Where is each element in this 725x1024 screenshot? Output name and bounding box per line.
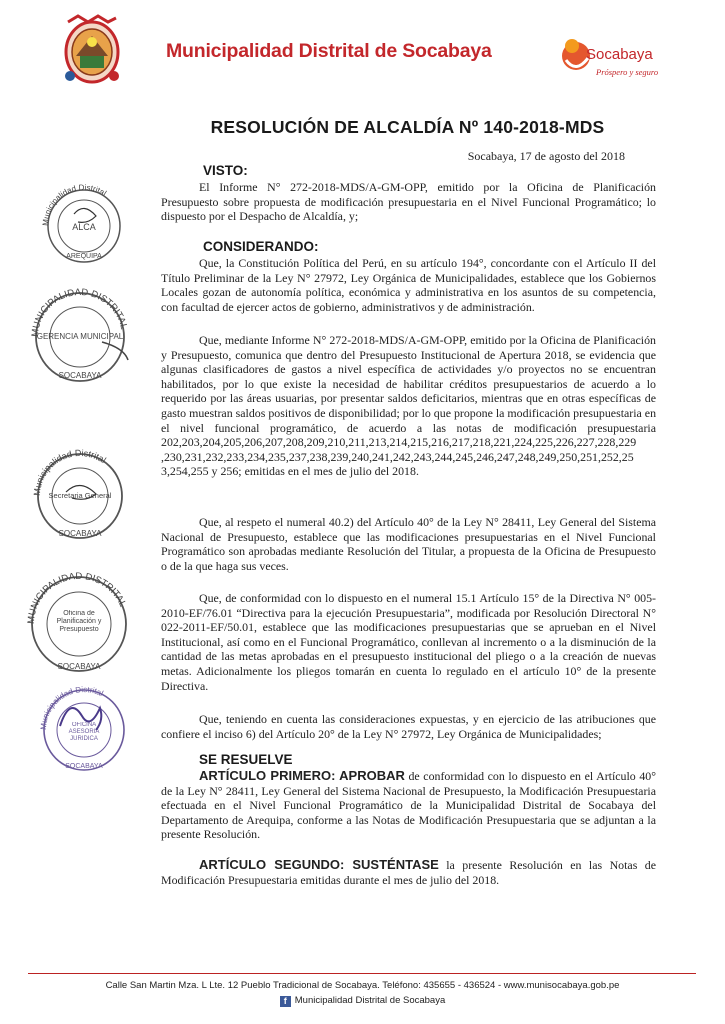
articulo-primero (161, 769, 656, 842)
visto-heading: VISTO: (203, 163, 248, 178)
considerando-paragraph-2: Que, mediante Informe N° 272-2018-MDS/A-GM-OPP, emitido por la Oficina de Planificación y Presupuesto, comunica que dentro del Presupuesto Institucional de Apertura 2018, se evidencia que algunas clasificadores de gastos a nivel específica de actividades y/o proyectos no se encuentran habilitados, por lo que existe la necesidad de habilitar créditos presupuestarios de acuerdo a lo requerido por las áreas usuarias, por presentar saldos deficitarios, mientras que en otras específicas de gasto muestran saldos positivos de disponibilidad; por lo que propone la modificación presupuestaria en el nivel funcional programático, de acuerdo a las notas de modificación presupuestaria 202,203,204,205,206,207,208,209,210,211,213,214,215,216,217,218,221,224,225,226,227,228,229 ,230,231,232,233,234,235,237,238,239,240,241,242,243,244,245,246,247,248,249,250,251,252,25 3,254,255 y 256; emitidas en el mes de julio del 2018. (161, 333, 657, 479)
footer-divider (28, 973, 696, 974)
svg-text:MUNICIPALIDAD DISTRITAL (30, 288, 129, 337)
articulo-segundo-text: la presente Resolución en las Notas de Modificación Presupuestaria emitidas durante el mes de julio del 2018. (161, 858, 656, 887)
stamp-alcaldia (34, 184, 134, 264)
svg-text:Municipalidad Distrital (41, 184, 108, 226)
stamp-secretaria-bottom: SOCABAYA (58, 529, 102, 538)
stamp-secretaria-ring: Municipalidad Distrital (31, 448, 108, 497)
stamp-planificacion-center: Oficina de Planificación y Presupuesto (56, 610, 102, 633)
municipal-crest-logo (58, 12, 126, 86)
articulo-segundo-label: ARTÍCULO SEGUNDO: SUSTÉNTASE (199, 857, 439, 872)
footer-facebook[interactable] (0, 995, 725, 1007)
municipality-header-title: Municipalidad Distrital de Socabaya (166, 40, 492, 62)
stamp-secretaria (26, 448, 134, 544)
stamp-juridica-center: OFICINA ASESORIA JURIDICA (68, 722, 100, 742)
resuelve-heading: SE RESUELVE (199, 752, 293, 767)
articulo-segundo (161, 858, 656, 887)
footer-facebook-label: Municipalidad Distrital de Socabaya (294, 995, 446, 1006)
considerando-paragraph-3: Que, al respeto el numeral 40.2) del Artículo 40° de la Ley N° 28411, Ley General del Sistema Nacional de Presupuesto, establece que las modificaciones presupuestarias en el Nivel Funcional Programático son aprobadas mediante Resolución del Titular, a propuesta de la Oficina de Presupuesto o de la que haga sus veces. (161, 515, 656, 573)
considerando-paragraph-5: Que, teniendo en cuenta las consideraciones expuestas, y en ejercicio de las atribuciones que confiere el inciso 6) del Artículo 20° de la Ley N° 27972, Ley Orgánica de Municipalidades; (161, 712, 656, 741)
visto-paragraph: El Informe N° 272-2018-MDS/A-GM-OPP, emitido por la Oficina de Planificación Presupuesto sobre propuesta de modificación presupuestaria en el Nivel Funcional Programático; lo dispuesto por el Despacho de Alcaldía, y; (161, 180, 656, 224)
articulo-primero-label: ARTÍCULO PRIMERO: APROBAR (199, 768, 405, 783)
brand-name: Socabaya (586, 46, 653, 63)
considerando-heading: CONSIDERANDO: (203, 239, 319, 254)
brand-tagline: Próspero y seguro (596, 67, 659, 77)
facebook-icon: f (280, 996, 291, 1007)
stamp-planificacion-bottom: SOCABAYA (57, 662, 101, 671)
stamp-juridica-bottom: SOCABAYA (65, 763, 103, 770)
stamp-planificacion-ring: MUNICIPALIDAD DISTRITAL (25, 572, 129, 625)
stamp-alcaldia-center: ALCA (72, 222, 96, 232)
stamp-gerencia-bottom: SOCABAYA (58, 371, 102, 380)
considerando-paragraph-4: Que, de conformidad con lo dispuesto en el numeral 15.1 Artículo 15° de la Directiva N° 005-2010-EF/76.01 “Directiva para la ejecución Presupuestaria”, modificada por Resolución Directoral N° 022-2011-EF/50.01, establece que las modificaciones presupuestarias que se aprueban en el Nivel Institucional, así como en el Funcional Programático, conllevan al incremento o a la disminución de la cantidad de las metas aprobadas en el presupuesto institucional del pliego o a la creación de nuevas metas. Adicionalmente los pliegos tomarán en cuenta lo regulado en el artículo 10° de la presente Directiva. (161, 591, 656, 693)
document-date: Socabaya, 17 de agosto del 2018 (467, 149, 625, 163)
stamp-alcaldia-bottom: AREQUIPA (66, 253, 102, 260)
considerando-paragraph-1: Que, la Constitución Política del Perú, en su artículo 194°, concordante con el Artículo II del Título Preliminar de la Ley N° 27972, Ley Orgánica de Municipalidades, establece que los Gobiernos Locales gozan de autonomía política, económica y administrativa en los asuntos de su competencia, con facultad de ejercer actos de gobierno, administrativos y de administración. (161, 256, 656, 314)
stamp-gerencia-ring: MUNICIPALIDAD DISTRITAL (29, 288, 130, 338)
stamp-secretaria-center: Secretaria General (48, 491, 112, 500)
stamp-planificacion (22, 572, 136, 676)
stamp-juridica-ring: Municipalidad Distrital (38, 686, 105, 731)
footer-address: Calle San Martin Mza. L Lte. 12 Pueblo Tradicional de Socabaya. Teléfono: 435655 - 436524 - www.munisocabaya.gob.pe (105, 980, 620, 991)
stamp-asesoria-juridica (34, 686, 134, 774)
resolution-title: RESOLUCIÓN DE ALCALDÍA Nº 140-2018-MDS (210, 117, 605, 137)
stamp-alcaldia-ring: Municipalidad Distrital (40, 184, 109, 227)
articulo-primero-text: de conformidad con lo dispuesto en el Artículo 40° de la Ley N° 28411, Ley General del Sistema Nacional de Presupuesto, la Modificación Presupuestaria efectuada en el Nivel Funcional Programático de la Municipalidad Distrital de Socabaya del Departamento de Arequipa, conforme a las Notas de Modificación Presupuestaria que se adjuntan a la presente Resolución. (161, 769, 656, 842)
stamp-gerencia-center: GERENCIA MUNICIPAL (36, 332, 124, 341)
stamp-gerencia (24, 288, 136, 386)
